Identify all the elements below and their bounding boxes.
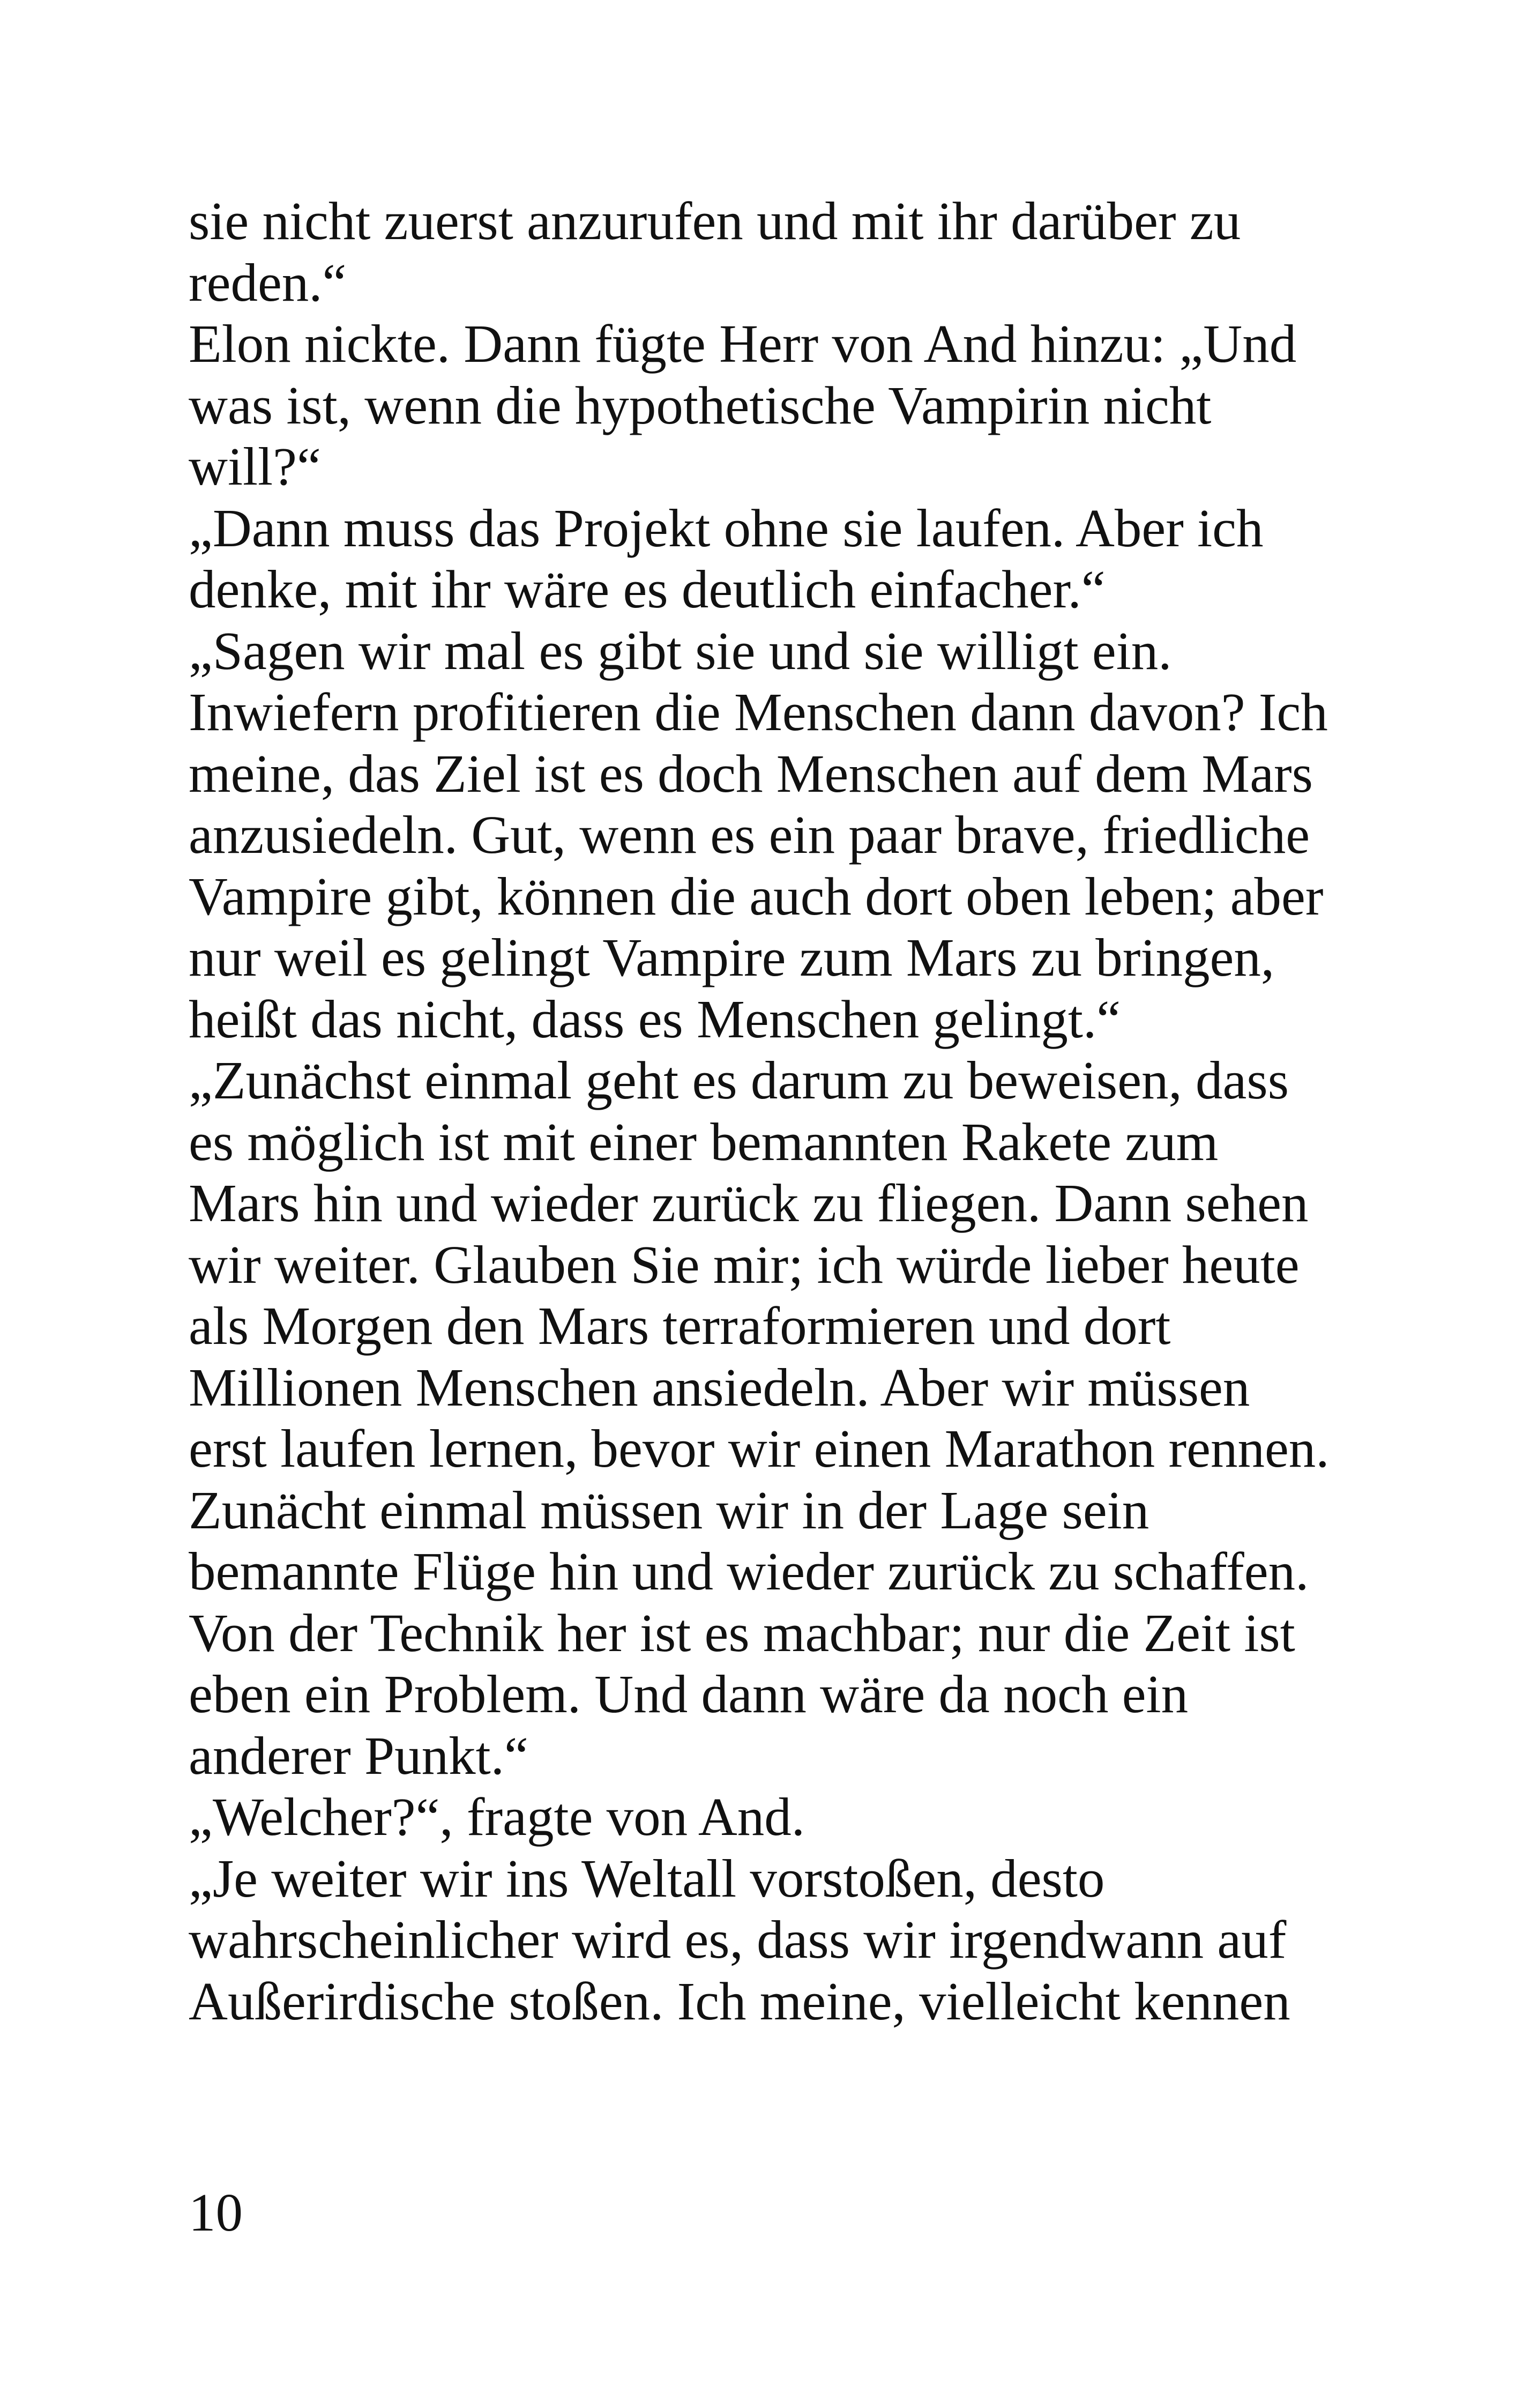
text-line: Mars hin und wieder zurück zu fliegen. Dann sehen	[189, 1173, 1309, 1233]
text-line: heißt das nicht, dass es Menschen gelingt.“	[189, 989, 1121, 1049]
text-line: Inwiefern profitieren die Menschen dann davon? Ich	[189, 682, 1328, 742]
text-line: reden.“	[189, 252, 347, 313]
text-line: was ist, wenn die hypothetische Vampirin nicht	[189, 375, 1212, 435]
text-line: eben ein Problem. Und dann wäre da noch ein	[189, 1664, 1189, 1724]
text-line: Außerirdische stoßen. Ich meine, vielleicht kennen	[189, 1971, 1290, 2031]
text-line: nur weil es gelingt Vampire zum Mars zu bringen,	[189, 927, 1275, 987]
text-line: als Morgen den Mars terraformieren und dort	[189, 1296, 1171, 1356]
text-line: wahrscheinlicher wird es, dass wir irgendwann auf	[189, 1909, 1287, 1969]
text-line: „Sagen wir mal es gibt sie und sie willigt ein.	[189, 620, 1172, 681]
text-line: „Zunächst einmal geht es darum zu beweisen, dass	[189, 1050, 1289, 1110]
text-line: Millionen Menschen ansiedeln. Aber wir müssen	[189, 1357, 1250, 1417]
text-line: meine, das Ziel ist es doch Menschen auf dem Mars	[189, 743, 1313, 804]
text-line: denke, mit ihr wäre es deutlich einfacher.“	[189, 559, 1106, 619]
body-text	[189, 190, 1346, 2032]
text-line: „Welcher?“, fragte von And.	[189, 1787, 805, 1847]
text-line: Vampire gibt, können die auch dort oben leben; aber	[189, 866, 1324, 926]
text-line: will?“	[189, 436, 321, 496]
text-line: erst laufen lernen, bevor wir einen Marathon rennen.	[189, 1418, 1330, 1478]
text-line: „Je weiter wir ins Weltall vorstoßen, desto	[189, 1848, 1105, 1908]
text-line: sie nicht zuerst anzurufen und mit ihr darüber zu	[189, 191, 1241, 251]
text-line: Zunächt einmal müssen wir in der Lage sein	[189, 1480, 1149, 1540]
page-number: 10	[189, 2182, 243, 2242]
text-line: es möglich ist mit einer bemannten Rakete zum	[189, 1111, 1219, 1172]
text-line: Von der Technik her ist es machbar; nur die Zeit ist	[189, 1602, 1295, 1663]
text-line: Elon nickte. Dann fügte Herr von And hinzu: „Und	[189, 314, 1297, 374]
text-line: anderer Punkt.“	[189, 1725, 528, 1786]
text-line: bemannte Flüge hin und wieder zurück zu schaffen.	[189, 1541, 1309, 1601]
text-line: anzusiedeln. Gut, wenn es ein paar brave, friedliche	[189, 805, 1310, 865]
text-line: „Dann muss das Projekt ohne sie laufen. Aber ich	[189, 497, 1264, 558]
text-line: wir weiter. Glauben Sie mir; ich würde lieber heute	[189, 1234, 1300, 1295]
